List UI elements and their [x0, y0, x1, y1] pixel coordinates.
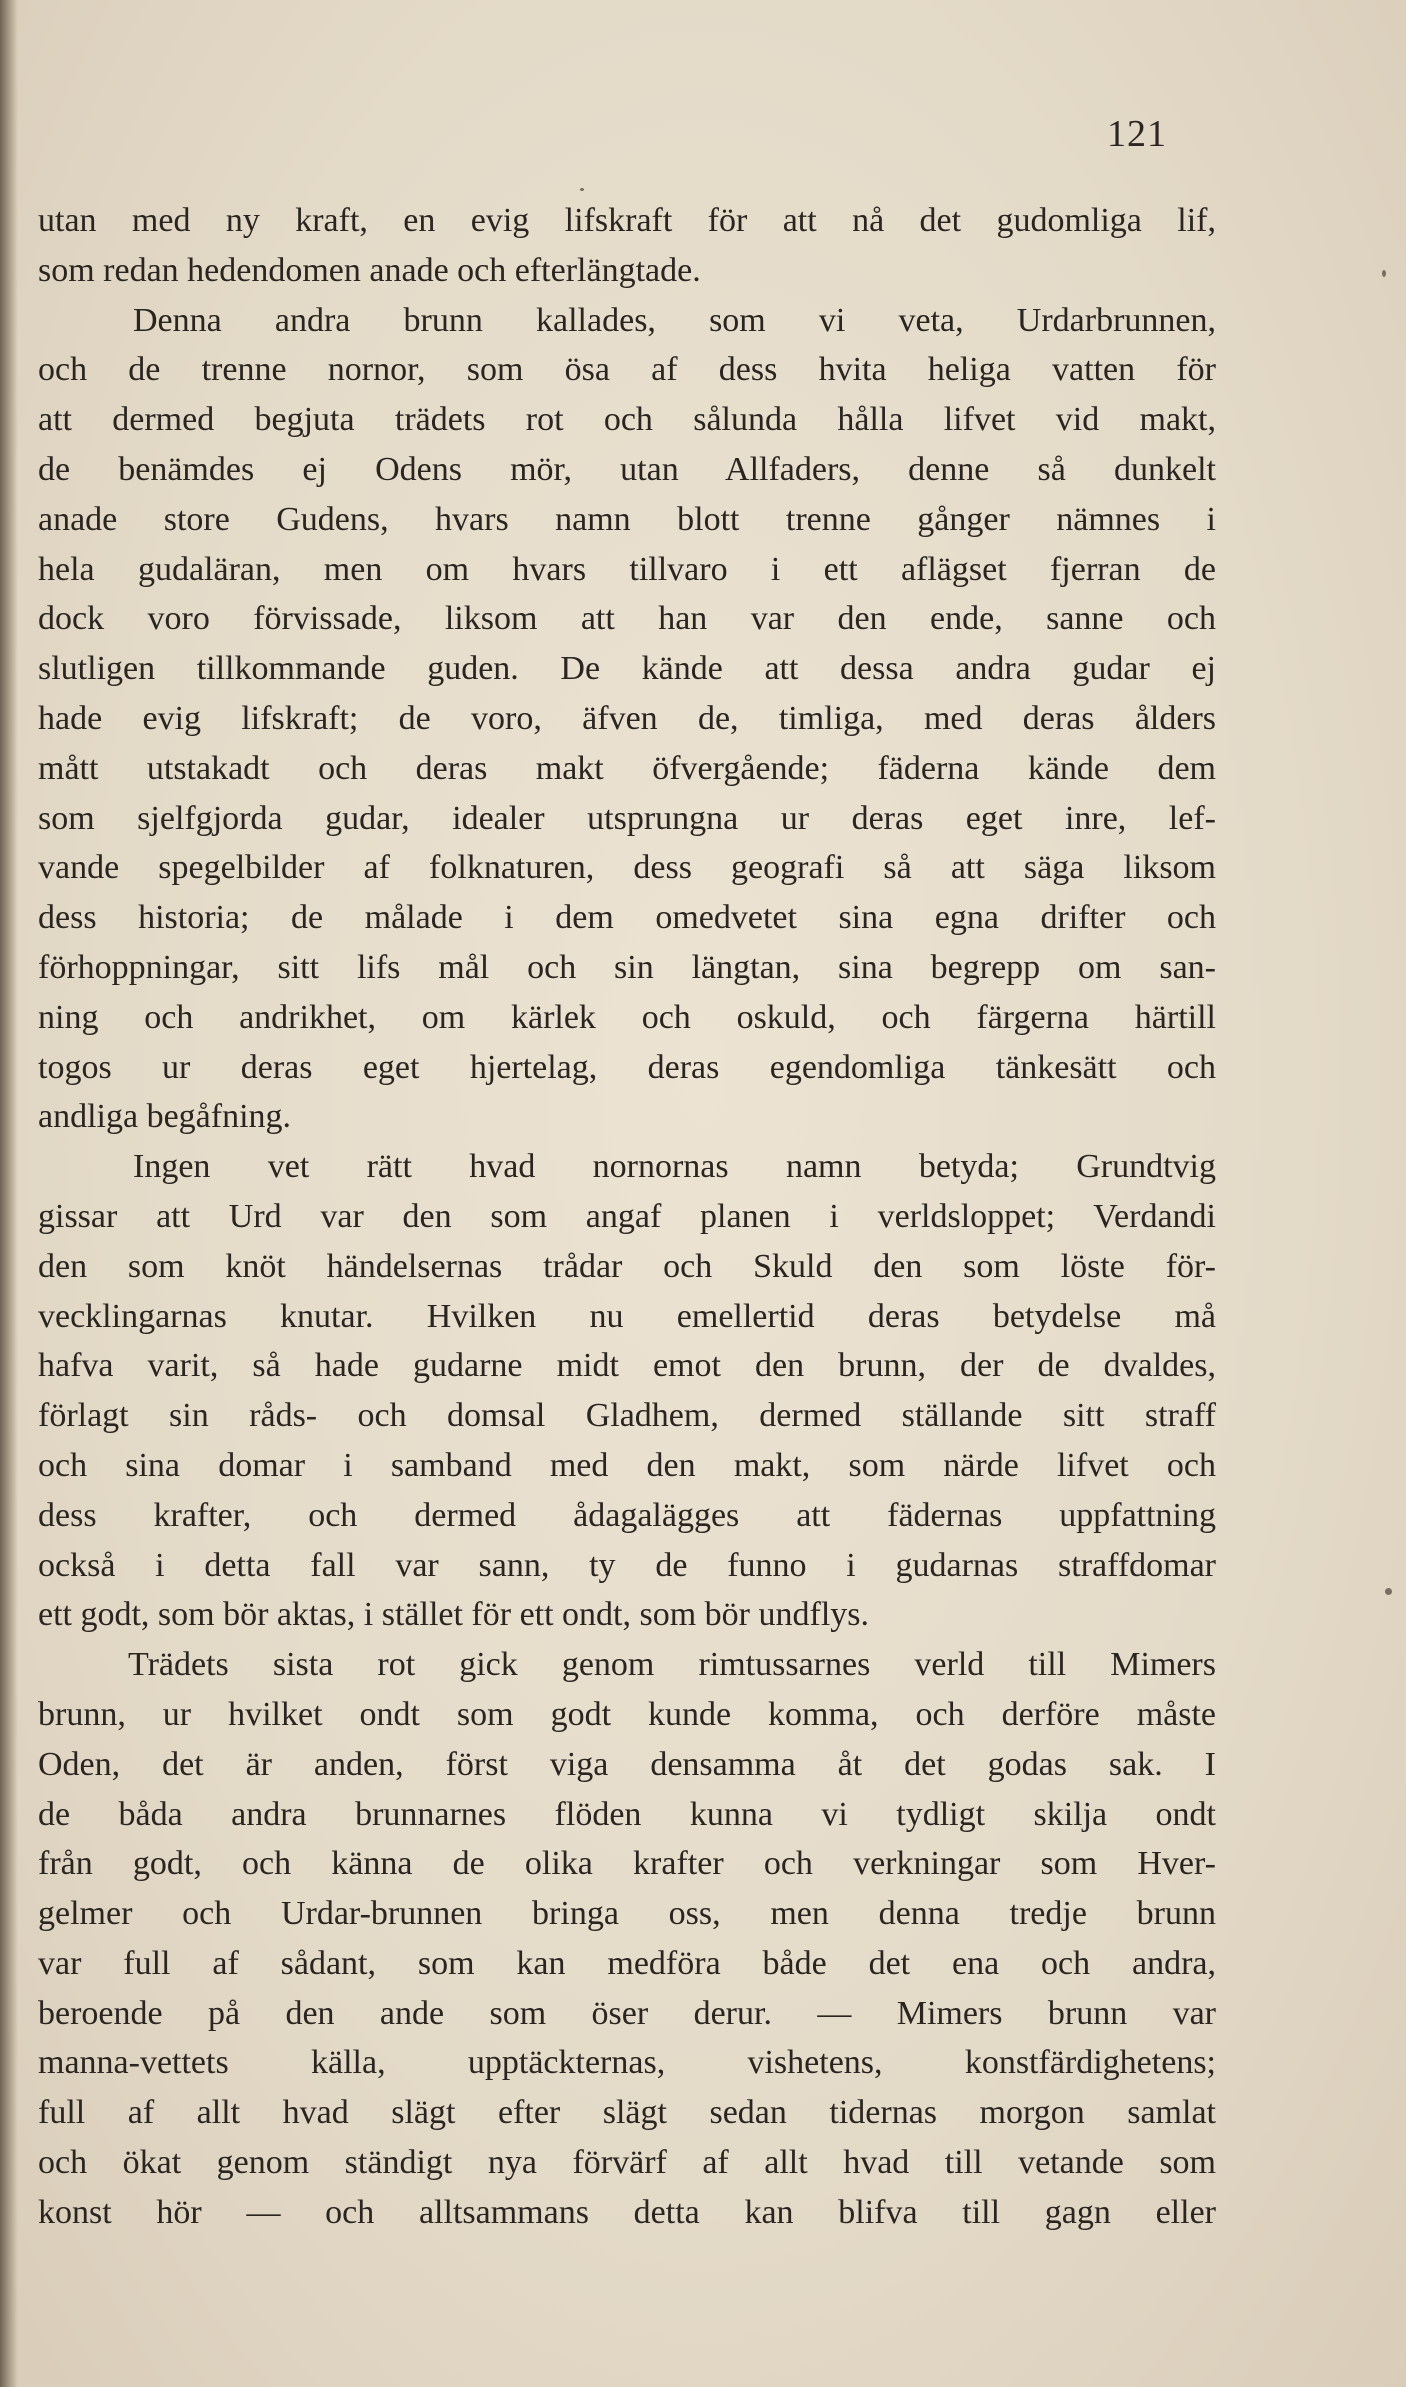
paper-speck: [580, 188, 584, 191]
page-number: 121: [1107, 113, 1167, 155]
text-line: att dermed begjuta trädets rot och sålunda hålla lifvet vid makt,: [38, 401, 1216, 439]
text-line: och ökat genom ständigt nya förvärf af allt hvad till vetande som: [38, 2144, 1216, 2182]
page-gutter-shadow: [0, 0, 18, 2387]
text-line: också i detta fall var sann, ty de funno i gudarnas straffdomar: [38, 1546, 1216, 1584]
text-line: hela gudaläran, men om hvars tillvaro i ett aflägset fjerran de: [38, 550, 1216, 588]
text-line: förlagt sin råds- och domsal Gladhem, dermed ställande sitt straff: [38, 1397, 1216, 1435]
text-line: hade evig lifskraft; de voro, äfven de, timliga, med deras ålders: [38, 699, 1216, 737]
text-line: beroende på den ande som öser derur. — Mimers brunn var: [38, 1994, 1216, 2032]
text-line: vecklingarnas knutar. Hvilken nu emellertid deras betydelse må: [38, 1297, 1216, 1335]
text-line: slutligen tillkommande guden. De kände att dessa andra gudar ej: [38, 650, 1216, 688]
text-line: brunn, ur hvilket ondt som godt kunde komma, och derföre måste: [38, 1695, 1216, 1733]
text-line: full af allt hvad slägt efter slägt sedan tidernas morgon samlat: [38, 2094, 1216, 2132]
paper-speck: [1382, 270, 1386, 277]
text-line: den som knöt händelsernas trådar och Skuld den som löste för-: [38, 1247, 1216, 1285]
text-line: som sjelfgjorda gudar, idealer utsprungna ur deras eget inre, lef-: [38, 799, 1216, 837]
paper-speck: [1385, 1588, 1392, 1595]
text-line: ning och andrikhet, om kärlek och oskuld, och färgerna härtill: [38, 998, 1216, 1036]
text-line: manna-vettets källa, upptäckternas, vishetens, konstfärdighetens;: [38, 2044, 1216, 2082]
text-line: gelmer och Urdar-brunnen bringa oss, men denna tredje brunn: [38, 1895, 1216, 1933]
text-line: dock voro förvissade, liksom att han var den ende, sanne och: [38, 600, 1216, 638]
text-line: Denna andra brunn kallades, som vi veta, Urdarbrunnen,: [133, 301, 1216, 339]
text-line: de benämdes ej Odens mör, utan Allfaders, denne så dunkelt: [38, 450, 1216, 488]
text-line: utan med ny kraft, en evig lifskraft för att nå det gudomliga lif,: [38, 202, 1216, 239]
text-line: togos ur deras eget hjertelag, deras egendomliga tänkesätt och: [38, 1048, 1216, 1086]
text-line: de båda andra brunnarnes flöden kunna vi tydligt skilja ondt: [38, 1795, 1216, 1833]
body-text: [38, 196, 1216, 2238]
text-line: dess historia; de målade i dem omedvetet sina egna drifter och: [38, 899, 1216, 937]
text-line: dess krafter, och dermed ådagalägges att fädernas uppfattning: [38, 1496, 1216, 1534]
text-line: som redan hedendomen anade och efterlängtade.: [38, 251, 701, 289]
text-line: och sina domar i samband med den makt, som närde lifvet och: [38, 1446, 1216, 1484]
text-line: Trädets sista rot gick genom rimtussarnes verld till Mimers: [128, 1646, 1216, 1684]
text-line: vande spegelbilder af folknaturen, dess geografi så att säga liksom: [38, 849, 1216, 887]
text-line: andliga begåfning.: [38, 1098, 292, 1136]
text-line: mått utstakadt och deras makt öfvergående; fäderna kände dem: [38, 749, 1216, 787]
text-line: gissar att Urd var den som angaf planen i verldsloppet; Verdandi: [38, 1197, 1216, 1235]
text-line: anade store Gudens, hvars namn blott trenne gånger nämnes i: [38, 500, 1216, 538]
text-line: var full af sådant, som kan medföra både det ena och andra,: [38, 1944, 1216, 1982]
text-line: Ingen vet rätt hvad nornornas namn betyda; Grundtvig: [133, 1148, 1216, 1186]
text-line: konst hör — och alltsammans detta kan blifva till gagn eller: [38, 2193, 1216, 2231]
text-line: förhoppningar, sitt lifs mål och sin längtan, sina begrepp om san-: [38, 948, 1216, 986]
text-line: ett godt, som bör aktas, i stället för ett ondt, som bör undflys.: [38, 1596, 870, 1634]
text-line: Oden, det är anden, först viga densamma åt det godas sak. I: [38, 1745, 1216, 1783]
text-line: från godt, och känna de olika krafter och verkningar som Hver-: [38, 1845, 1216, 1883]
text-line: och de trenne nornor, som ösa af dess hvita heliga vatten för: [38, 351, 1216, 389]
text-line: hafva varit, så hade gudarne midt emot den brunn, der de dvaldes,: [38, 1347, 1216, 1385]
